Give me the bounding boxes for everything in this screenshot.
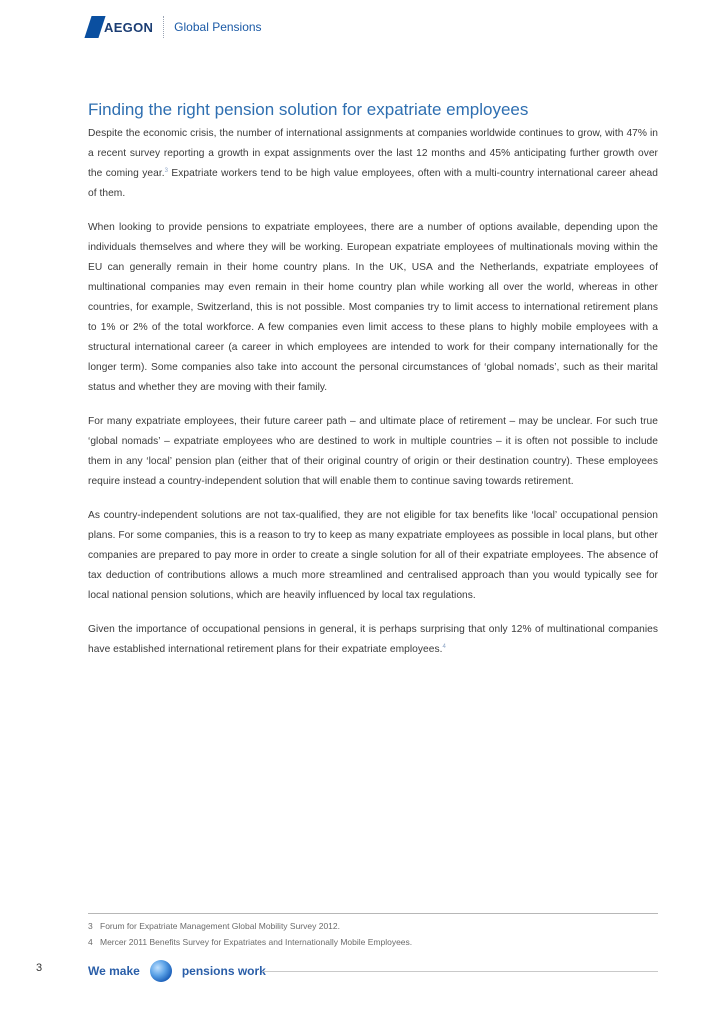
page-title: Finding the right pension solution for expatriate employees xyxy=(88,100,529,119)
header-label: Global Pensions xyxy=(174,20,262,34)
tagline-left: We make xyxy=(88,964,140,978)
logo-text: AEGON xyxy=(104,19,154,35)
footnote-text: Forum for Expatriate Management Global Mobility Survey 2012. xyxy=(100,921,341,931)
footer-tagline xyxy=(88,960,266,982)
footnote-number: 3 xyxy=(88,921,93,931)
footnote-item xyxy=(88,918,658,934)
footnote-number: 4 xyxy=(88,937,93,947)
footnote-ref-3: 3 xyxy=(164,168,168,174)
paragraph-3: For many expatriate employees, their future career path – and ultimate place of retirement – may be unclear. For such true ‘global nomads’ – expatriate employees who are destined to work in multiple countries – it is often not possible to include them in any ‘local’ pension plan (either that of their original country of origin or their destination country). These employees require instead a country-independent solution that will enable them to continue saving towards retirement. xyxy=(88,416,658,487)
footnote-divider xyxy=(88,913,658,914)
aegon-logo-mark-icon xyxy=(84,16,105,38)
page-footer xyxy=(0,952,728,986)
paragraph-1 xyxy=(88,124,658,204)
paragraph-1-text-a: Despite the economic crisis, the number of international assignments at companies worldwide continues to grow, with 47% in a recent survey reporting a growth in expat assignments over the last 12 months and 45% anticipating further growth over the coming year. xyxy=(88,128,658,179)
page-header xyxy=(88,14,262,40)
footer-divider xyxy=(262,971,658,972)
footnote-text: Mercer 2011 Benefits Survey for Expatriates and Internationally Mobile Employees. xyxy=(100,937,413,947)
body-text xyxy=(88,124,658,674)
header-divider xyxy=(163,16,164,38)
paragraph-5 xyxy=(88,620,658,660)
globe-icon xyxy=(150,960,172,982)
paragraph-5-text: Given the importance of occupational pensions in general, it is perhaps surprising that only 12% of multinational companies have established international retirement plans for their expatriate employees. xyxy=(88,624,658,655)
footnotes xyxy=(88,918,658,950)
paragraph-4: As country-independent solutions are not tax-qualified, they are not eligible for tax benefits like ‘local’ occupational pension plans. For some companies, this is a reason to try to keep as many expatriate employees as possible in local plans, but other companies are prepared to pay more in order to create a single solution for all of their expatriate employees. The absence of tax deduction of contributions allows a much more streamlined and centralised approach than you would typically see for local national pension solutions, which are heavily influenced by local tax regulations. xyxy=(88,510,658,601)
paragraph-2: When looking to provide pensions to expatriate employees, there are a number of options available, depending upon the individuals themselves and where they will be working. European expatriate employees of multinationals moving within the EU can generally remain in their home country plans. In the UK, USA and the Netherlands, expatriate employees of multinational companies may even remain in their home country plan while working all over the world, whereas in other countries, for example, Switzerland, this is not possible. Most companies try to limit access to international retirement plans to 1% or 2% of the total workforce. A few companies even limit access to these plans to highly mobile employees with a structural international career (a career in which employees are intended to work for their company internationally for the longer term). Some companies also take into account the personal circumstances of ‘global nomads’, such as their marital status and whether they are moving with their family. xyxy=(88,222,658,393)
aegon-logo xyxy=(88,14,153,40)
footnote-ref-4: 4 xyxy=(442,644,446,650)
paragraph-1-text-b: Expatriate workers tend to be high value employees, often with a multi-country international career ahead of them. xyxy=(88,168,658,199)
footnote-item xyxy=(88,934,658,950)
page-number: 3 xyxy=(36,962,43,974)
tagline-right: pensions work xyxy=(181,964,266,978)
